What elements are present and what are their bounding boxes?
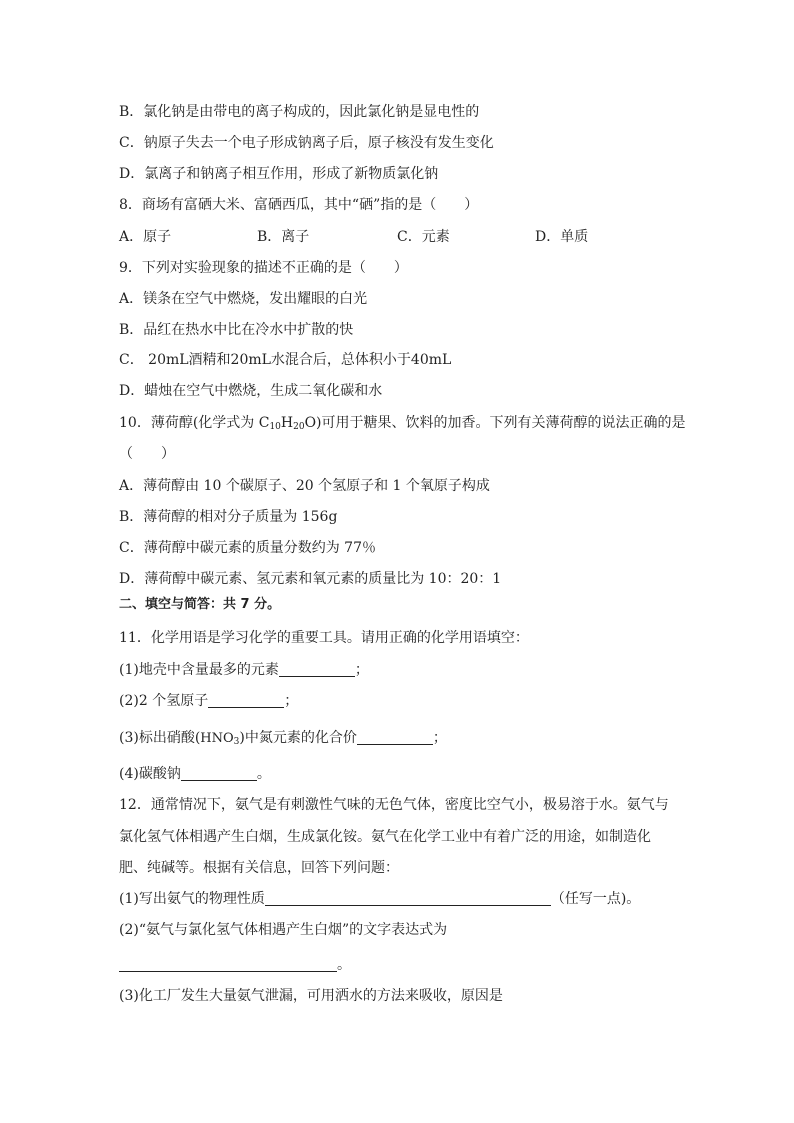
q11-part-1 (119, 660, 369, 680)
q12-part-1-text: (1)写出氨气的物理性质 (119, 891, 265, 907)
answer-blank[interactable] (279, 662, 355, 677)
q10-option-c: C．薄荷醇中碳元素的质量分数约为 77％ (119, 540, 376, 556)
punct: ； (432, 730, 447, 746)
q12-stem-line-3: 肥、纯碱等。根据有关信息，回答下列问题： (119, 860, 399, 876)
q7-option-b: B．氯化钠是由带电的离子构成的，因此氯化钠是显电性的 (119, 104, 480, 120)
answer-blank[interactable] (208, 693, 284, 708)
q12-stem-line-2: 氯化氢气体相遇产生白烟，生成氯化铵。氨气在化学工业中有着广泛的用途，如制造化 (119, 829, 651, 845)
q10-option-a: A．薄荷醇由 10 个碳原子、20 个氢原子和 1 个氧原子构成 (119, 478, 490, 494)
q8-option-a: A．原子 (119, 229, 172, 245)
q9-option-c: C． 20mL酒精和20mL水混合后，总体积小于40mL (119, 352, 452, 368)
q11-part-4-text: (4)碳酸钠 (119, 766, 181, 782)
q10-answer-paren: （ ） (119, 446, 175, 462)
section-2-heading: 二、填空与简答：共 7 分。 (119, 597, 281, 612)
punct: 。 (256, 766, 271, 782)
q9-option-a: A．镁条在空气中燃烧，发出耀眼的白光 (119, 291, 368, 307)
punct: 。 (337, 957, 351, 973)
q10-option-b: B．薄荷醇的相对分子质量为 156g (119, 509, 338, 525)
q12-part-1 (119, 889, 640, 909)
answer-blank[interactable] (181, 766, 257, 781)
q12-part-2-answer (119, 955, 351, 975)
q7-option-c: C．钠原子失去一个电子形成钠离子后，原子核没有发生变化 (119, 135, 494, 151)
answer-blank[interactable] (357, 730, 433, 745)
q10-option-d: D．薄荷醇中碳元素、氢元素和氧元素的质量比为 10：20：1 (119, 571, 502, 587)
q11-part-4 (119, 764, 271, 784)
q11-part-2 (119, 691, 298, 711)
punct: ； (284, 693, 299, 709)
answer-blank[interactable] (119, 957, 337, 972)
q9-option-d: D．蜡烛在空气中燃烧，生成二氧化碳和水 (119, 383, 383, 399)
q10-subscript-h: 20 (293, 422, 305, 432)
q11-part-2-text: (2)2 个氢原子 (119, 693, 209, 709)
q11-stem: 11．化学用语是学习化学的重要工具。请用正确的化学用语填空： (119, 630, 529, 646)
answer-blank[interactable] (265, 891, 551, 906)
q7-option-d: D．氯离子和钠离子相互作用，形成了新物质氯化钠 (119, 166, 439, 182)
q11-part-1-text: (1)地壳中含量最多的元素 (119, 662, 279, 678)
q12-part-2: (2)“氨气与氯化氢气体相遇产生白烟”的文字表达式为 (119, 922, 448, 938)
q11-part-3-rest: )中氮元素的化合价 (239, 730, 357, 746)
q9-stem: 9．下列对实验现象的描述不正确的是（ ） (119, 260, 408, 276)
q8-option-c: C．元素 (397, 229, 450, 245)
formula-subscript: 3 (233, 737, 240, 747)
punct: ； (354, 662, 369, 678)
q11-part-3-text: (3)标出硝酸( (119, 730, 201, 746)
q8-option-b: B．离子 (257, 229, 310, 245)
q10-stem-rest: O)可用于糖果、饮料的加香。下列有关薄荷醇的说法正确的是 (304, 415, 686, 431)
q8-option-d: D．单质 (535, 229, 589, 245)
q10-stem (119, 413, 686, 433)
q11-part-3 (119, 728, 447, 749)
q12-stem-line-1: 12．通常情况下，氨气是有刺激性气味的无色气体，密度比空气小，极易溶于水。氨气与 (119, 797, 669, 813)
q10-stem-text: 10．薄荷醇(化学式为 C (119, 415, 270, 431)
nitric-acid-formula: HNO (200, 731, 234, 746)
q10-subscript-c: 10 (269, 422, 281, 432)
q9-option-b: B．品红在热水中比在冷水中扩散的快 (119, 322, 354, 338)
q12-part-1-hint: （任写一点)。 (550, 891, 641, 907)
q12-part-3: (3)化工厂发生大量氨气泄漏，可用洒水的方法来吸收，原因是 (119, 988, 503, 1004)
q8-stem: 8．商场有富硒大米、富硒西瓜，其中“硒”指的是（ ） (119, 197, 479, 213)
q10-h: H (280, 415, 294, 431)
